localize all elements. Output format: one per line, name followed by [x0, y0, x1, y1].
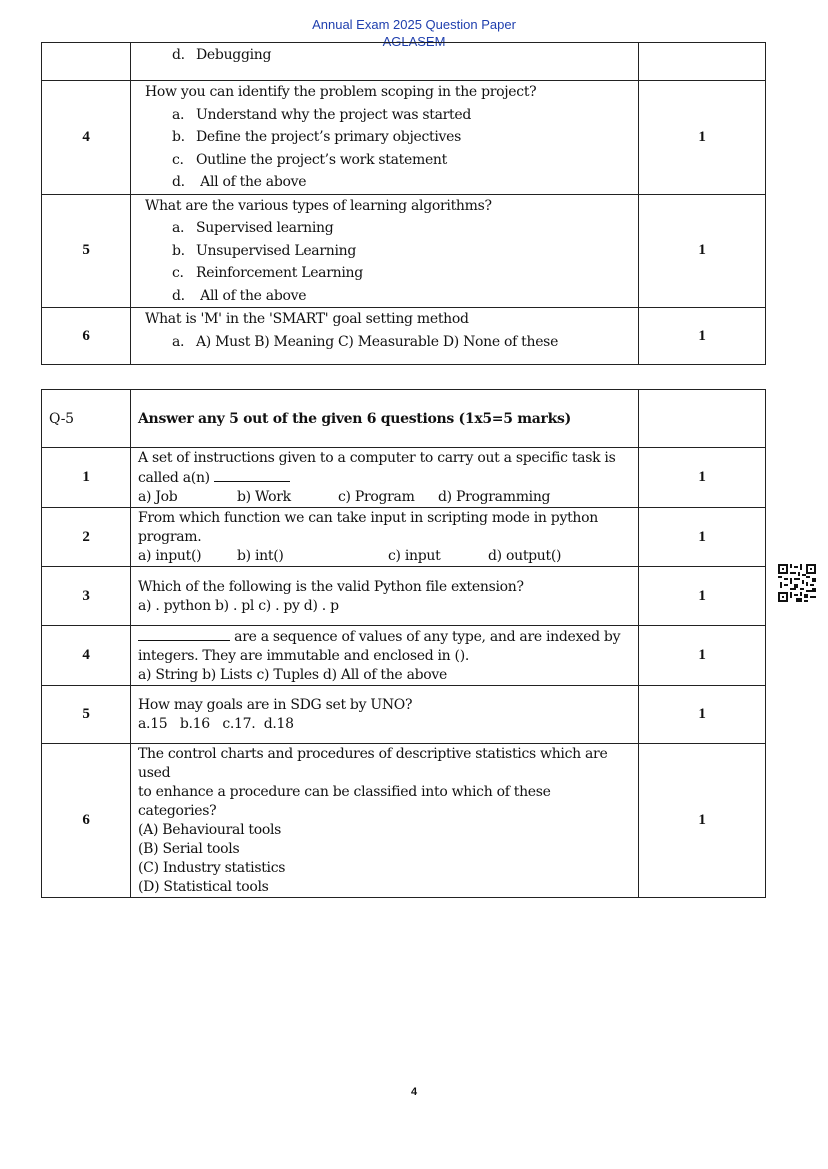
question-cell — [131, 81, 639, 195]
question-cell — [131, 194, 639, 308]
question-text: What are the various types of learning algorithms? — [145, 197, 492, 214]
table-row — [42, 308, 766, 365]
question-cell — [131, 567, 639, 626]
question-cell — [131, 744, 639, 898]
option: a. Understand why the project was started — [172, 106, 471, 123]
header-title: Annual Exam 2025 Question Paper — [312, 17, 516, 32]
question-text: From which function we can take input in scripting mode in python — [138, 510, 598, 526]
table-row — [42, 81, 766, 195]
question-number: 4 — [42, 81, 131, 195]
option: (A) Behavioural tools — [138, 822, 282, 838]
option: c. Reinforcement Learning — [172, 265, 363, 281]
question-cell — [131, 626, 639, 686]
table-row — [42, 194, 766, 308]
option: (D) Statistical tools — [138, 879, 269, 895]
question-text: What is 'M' in the 'SMART' goal setting method — [145, 311, 469, 327]
question-text: program. — [138, 529, 202, 545]
table-row — [42, 448, 766, 508]
qr-code-icon — [778, 564, 816, 602]
question-text: The control charts and procedures of descriptive statistics which are used — [138, 746, 608, 781]
marks-cell: 1 — [639, 81, 766, 195]
question-number: 6 — [42, 308, 131, 365]
page-number: 4 — [410, 1086, 418, 1098]
options-line: a) input() b) int() c) input d) output() — [138, 548, 562, 564]
options-line: a) Job b) Work c) Program d) Programming — [138, 489, 551, 505]
option: b. Unsupervised Learning — [172, 242, 357, 259]
question-cell — [131, 308, 639, 365]
question-text: to enhance a procedure can be classified into which of these categories? — [138, 784, 551, 819]
question-number: 5 — [42, 194, 131, 308]
option: a. Supervised learning — [172, 220, 334, 236]
marks-cell — [639, 390, 766, 448]
table-row — [42, 508, 766, 567]
question-number: 2 — [42, 508, 131, 567]
option: d. All of the above — [172, 287, 307, 304]
question-number: 5 — [42, 686, 131, 744]
section-label: Q-5 — [42, 390, 131, 448]
question-number: 6 — [42, 744, 131, 898]
question-text: Which of the following is the valid Python file extension? — [138, 578, 524, 595]
question-number: 1 — [42, 448, 131, 508]
question-number: 4 — [42, 626, 131, 686]
answer-blank — [214, 468, 290, 482]
options-line: a) String b) Lists c) Tuples d) All of the above — [138, 667, 447, 683]
question-cell — [131, 43, 639, 81]
option: d. Debugging — [172, 47, 272, 63]
table-row — [42, 43, 766, 81]
marks-cell: 1 — [639, 448, 766, 508]
question-table-1 — [41, 42, 766, 365]
table-row — [42, 626, 766, 686]
question-text: How you can identify the problem scoping in the project? — [145, 84, 537, 100]
question-number: 3 — [42, 567, 131, 626]
option: d. All of the above — [172, 174, 307, 190]
table-row — [42, 567, 766, 626]
option: c. Outline the project’s work statement — [172, 151, 447, 168]
option: (B) Serial tools — [138, 841, 240, 857]
question-table-2 — [41, 389, 766, 898]
question-number — [42, 43, 131, 81]
table-row — [42, 744, 766, 898]
question-text: How may goals are in SDG set by UNO? — [138, 697, 413, 713]
question-cell — [131, 448, 639, 508]
question-cell — [131, 686, 639, 744]
marks-cell: 1 — [639, 567, 766, 626]
marks-cell: 1 — [639, 626, 766, 686]
option: (C) Industry statistics — [138, 860, 286, 876]
option: a. A) Must B) Meaning C) Measurable D) None of these — [172, 333, 559, 350]
header-watermark: AGLASEM — [382, 34, 446, 49]
table-row — [42, 686, 766, 744]
answer-blank — [138, 627, 230, 641]
marks-cell: 1 — [639, 508, 766, 567]
question-text: integers. They are immutable and enclosed in (). — [138, 648, 470, 664]
question-text: called a(n) — [138, 468, 632, 488]
question-text: are a sequence of values of any type, and are indexed by — [138, 627, 632, 647]
marks-cell — [639, 43, 766, 81]
marks-cell: 1 — [639, 744, 766, 898]
option: b. Define the project’s primary objectives — [172, 129, 462, 145]
question-text: A set of instructions given to a computer to carry out a specific task is — [138, 450, 616, 466]
marks-cell: 1 — [639, 194, 766, 308]
question-cell — [131, 508, 639, 567]
options-line: a.15 b.16 c.17. d.18 — [138, 716, 294, 732]
section-header-row — [42, 390, 766, 448]
marks-cell: 1 — [639, 308, 766, 365]
marks-cell: 1 — [639, 686, 766, 744]
section-instruction: Answer any 5 out of the given 6 questions (1x5=5 marks) — [131, 390, 639, 448]
options-line: a) . python b) . pl c) . py d) . p — [138, 597, 339, 614]
